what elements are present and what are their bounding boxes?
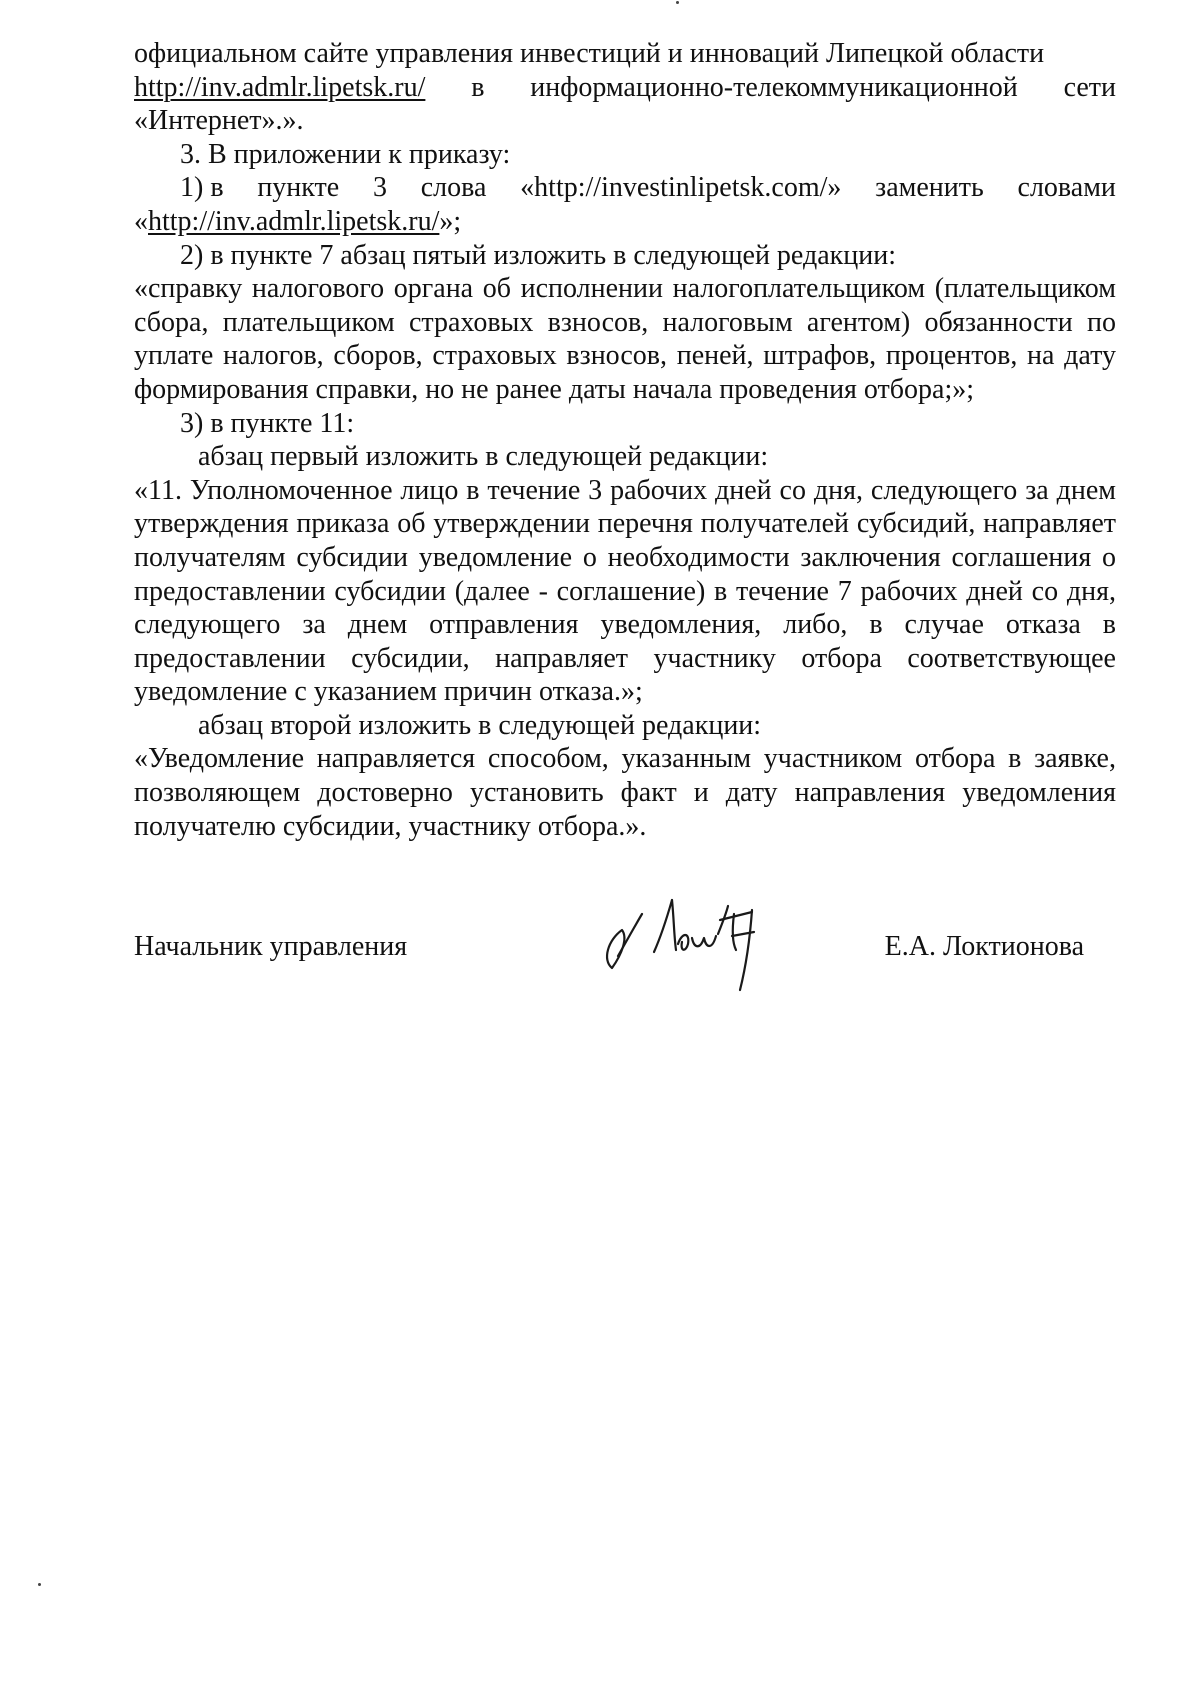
- text-word: сети: [1063, 71, 1116, 103]
- text-line-with-link: [134, 71, 1116, 105]
- text-word: словами: [1017, 172, 1116, 204]
- website-link[interactable]: http://inv.admlr.lipetsk.ru/: [148, 205, 440, 237]
- scan-speck: [676, 1, 679, 4]
- old-url-text: «http://investinlipetsk.com/»: [520, 172, 842, 204]
- item-2-intro: 2) в пункте 7 абзац пятый изложить в следующей редакции:: [180, 239, 896, 271]
- text-word: информационно-телекоммуникационной: [530, 71, 1018, 103]
- quote-close: »;: [439, 205, 462, 237]
- section-heading-3: 3. В приложении к приказу:: [180, 138, 511, 170]
- signature-block: [134, 930, 1116, 1010]
- text-word: заменить: [875, 172, 984, 204]
- signatory-position: Начальник управления: [134, 931, 408, 962]
- document-body: [134, 37, 1116, 843]
- item-3-body-2: «Уведомление направляется способом, указанным участником отбора в заявке, позволяющем достоверно установить факт и дату направления уведомления получателю субсидии, участнику отбора.».: [134, 743, 1116, 842]
- website-link[interactable]: http://inv.admlr.lipetsk.ru/: [134, 71, 426, 103]
- item-3-sub-2: абзац второй изложить в следующей редакции:: [198, 709, 762, 741]
- item-3-intro: 3) в пункте 11:: [180, 407, 355, 439]
- scan-speck: [38, 1583, 41, 1586]
- handwritten-signature: [582, 894, 812, 1004]
- item-2-body: «справку налогового органа об исполнении налогоплательщиком (плательщиком сбора, плательщиком страховых взносов, налоговым агентом) обязанности по уплате налогов, сборов, страховых взносов, пеней, штрафов, процентов, на дату формирования справки, но не ранее даты начала проведения отбора;»;: [134, 273, 1116, 405]
- text-word: пункте: [257, 172, 340, 204]
- text-word: слова: [420, 172, 487, 204]
- text-line: «Интернет».».: [134, 105, 304, 137]
- item-3-sub-1: абзац первый изложить в следующей редакции:: [198, 441, 769, 473]
- item-3-body-1: «11. Уполномоченное лицо в течение 3 рабочих дней со дня, следующего за днем утверждения приказа об утверждении перечня получателей субсидий, направляет получателям субсидии уведомление о необходимости заключения соглашения о предоставлении субсидии (далее - соглашение) в течение 7 рабочих дней со дня, следующего за днем отправления уведомления, либо, в случае отказа в предоставлении субсидии, направляет участнику отбора соответствующее уведомление с указанием причин отказа.»;: [134, 474, 1116, 708]
- signatory-name: Е.А. Локтионова: [884, 931, 1084, 962]
- text-word: 1) в: [180, 172, 224, 204]
- text-word: в: [471, 71, 485, 103]
- quote-open: «: [134, 205, 148, 237]
- text-line-with-link: [134, 205, 1116, 239]
- item-1-line: [134, 171, 1116, 205]
- text-word: 3: [372, 172, 387, 204]
- text-line: официальном сайте управления инвестиций и инноваций Липецкой области: [134, 38, 1045, 69]
